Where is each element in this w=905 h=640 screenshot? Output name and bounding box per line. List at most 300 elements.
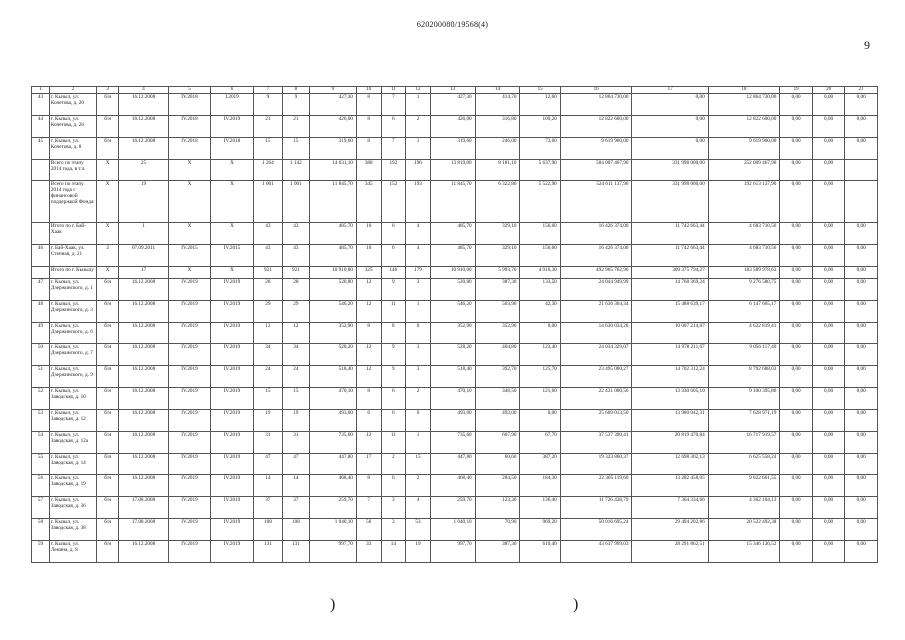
table-row [32, 475, 878, 497]
row-number-cell [32, 267, 50, 279]
value-cell-c10: 10 [356, 223, 381, 245]
value-cell-c21: 0,00 [845, 497, 878, 519]
column-number-19: 19 [780, 87, 812, 94]
table-row [32, 409, 878, 431]
value-cell-c20: 0,00 [812, 115, 844, 137]
value-cell-c21: 0,00 [845, 300, 878, 322]
value-cell-c20: 0,00 [812, 278, 844, 300]
value-cell-c14: 8 181,10 [475, 159, 520, 181]
value-cell-c21: 0,00 [845, 366, 878, 388]
value-cell-c5: IV.2019 [168, 366, 211, 388]
value-cell-c5: IV.2018 [168, 115, 211, 137]
value-cell-c5: IV.2019 [168, 519, 211, 541]
value-cell-c18: 9 276 580,75 [708, 278, 780, 300]
value-cell-c15: 0,00 [520, 409, 560, 431]
value-cell-c13: 427,30 [430, 94, 475, 116]
row-number-cell: 46 [32, 245, 50, 267]
row-number-cell: 43 [32, 94, 50, 116]
value-cell-c8: 9 [282, 94, 309, 116]
value-cell-c16: 16 426 374,00 [560, 223, 632, 245]
value-cell-c12: 193 [406, 181, 431, 223]
value-cell-c4: 16.12.2008 [119, 300, 168, 322]
value-cell-c16: 21 636 304,34 [560, 300, 632, 322]
value-cell-c8: 43 [282, 245, 309, 267]
address-cell: г. Кызыл, ул. Кочетова, д. 26 [49, 115, 96, 137]
value-cell-c17: 14 768 369,24 [632, 278, 708, 300]
value-cell-c16: 43 637 999,03 [560, 540, 632, 562]
value-cell-c19: 0,00 [780, 453, 812, 475]
address-cell: г. Кызыл, ул. Дзержинского, д. 7 [49, 344, 96, 366]
value-cell-c3: б/н [96, 431, 118, 453]
column-number-10: 10 [356, 87, 381, 94]
value-cell-c20: 0,00 [812, 519, 844, 541]
value-cell-c21: 0,00 [845, 388, 878, 410]
value-cell-c16: 22 305 119,60 [560, 475, 632, 497]
value-cell-c19: 0,00 [780, 300, 812, 322]
value-cell-c14: 503,90 [475, 300, 520, 322]
value-cell-c9: 447,80 [309, 453, 356, 475]
value-cell-c9: 319,60 [309, 137, 356, 159]
value-cell-c4: 17.08.2008 [119, 497, 168, 519]
value-cell-c5: X [168, 267, 211, 279]
value-cell-c21: 0,00 [845, 519, 878, 541]
row-number-cell: 56 [32, 475, 50, 497]
table-row [32, 431, 878, 453]
row-number-cell: 50 [32, 344, 50, 366]
column-number-7: 7 [253, 87, 282, 94]
value-cell-c7: 29 [253, 300, 282, 322]
value-cell-c8: 15 [282, 137, 309, 159]
value-cell-c20: 0,00 [812, 366, 844, 388]
address-cell: г. Кызыл, ул. Кочетова, д. 8 [49, 137, 96, 159]
value-cell-c13: 426,00 [430, 115, 475, 137]
column-number-17: 17 [632, 87, 708, 94]
value-cell-c7: 34 [253, 344, 282, 366]
value-cell-c13: 546,20 [430, 300, 475, 322]
row-number-cell: 53 [32, 409, 50, 431]
value-cell-c18: 4 362 104,13 [708, 497, 780, 519]
value-cell-c7: 9 [253, 94, 282, 116]
value-cell-c20: 0,00 [812, 409, 844, 431]
value-cell-c16: 24 044 949,99 [560, 278, 632, 300]
value-cell-c8: 28 [282, 278, 309, 300]
value-cell-c6: IV.2019 [211, 388, 254, 410]
value-cell-c6: IV.2019 [211, 409, 254, 431]
address-cell: Всего по этапу 2014 года с финансовой поддержкой Фонда: [49, 181, 96, 223]
value-cell-c19: 0,00 [780, 388, 812, 410]
row-number-cell: 45 [32, 137, 50, 159]
row-number-cell: 48 [32, 300, 50, 322]
value-cell-c6: X [211, 181, 254, 223]
value-cell-c15: 136,40 [520, 497, 560, 519]
table-row [32, 388, 878, 410]
value-cell-c14: 246,00 [475, 137, 520, 159]
value-cell-c7: 131 [253, 540, 282, 562]
value-cell-c21: 0,00 [845, 431, 878, 453]
table-row [32, 115, 878, 137]
value-cell-c18: 9 619 960,00 [708, 137, 780, 159]
value-cell-c16: 50 016 695,24 [560, 519, 632, 541]
value-cell-c12: 1 [406, 300, 431, 322]
value-cell-c18: 6 147 665,17 [708, 300, 780, 322]
value-cell-c4: 16.12.2008 [119, 409, 168, 431]
value-cell-c19: 0,00 [780, 475, 812, 497]
value-cell-c10: 56 [356, 519, 381, 541]
value-cell-c11: 14 [381, 540, 406, 562]
value-cell-c10: 12 [356, 278, 381, 300]
value-cell-c10: 12 [356, 300, 381, 322]
value-cell-c8: 37 [282, 497, 309, 519]
value-cell-c19: 0,00 [780, 540, 812, 562]
value-cell-c3: б/н [96, 344, 118, 366]
value-cell-c6: IV.2019 [211, 540, 254, 562]
value-cell-c11: 6 [381, 409, 406, 431]
value-cell-c21: 0,00 [845, 137, 878, 159]
value-cell-c16: 37 537 390,41 [560, 431, 632, 453]
value-cell-c14: 284,50 [475, 475, 520, 497]
value-cell-c15: 73,60 [520, 137, 560, 159]
value-cell-c5: IV.2019 [168, 431, 211, 453]
value-cell-c10: 8 [356, 115, 381, 137]
value-cell-c3: б/н [96, 519, 118, 541]
value-cell-c8: 34 [282, 344, 309, 366]
value-cell-c18: 9 022 661,55 [708, 475, 780, 497]
value-cell-c9: 468,40 [309, 475, 356, 497]
value-cell-c3: б/н [96, 475, 118, 497]
value-cell-c8: 21 [282, 115, 309, 137]
value-cell-c12: 4 [406, 223, 431, 245]
value-cell-c16: 12 864 730,00 [560, 94, 632, 116]
address-cell: Итого по г. Кызылу [49, 267, 96, 279]
value-cell-c18: 183 589 978,63 [708, 267, 780, 279]
value-cell-c16: 14 630 034,28 [560, 322, 632, 344]
value-cell-c12: 2 [406, 475, 431, 497]
value-cell-c3: б/н [96, 137, 118, 159]
value-cell-c11: 9 [381, 278, 406, 300]
value-cell-c4: 17 [119, 267, 168, 279]
value-cell-c5: IV.2019 [168, 322, 211, 344]
value-cell-c5: IV.2019 [168, 497, 211, 519]
value-cell-c6: IV.2019 [211, 497, 254, 519]
row-number-cell: 55 [32, 453, 50, 475]
column-number-16: 16 [560, 87, 632, 94]
value-cell-c7: 21 [253, 115, 282, 137]
value-cell-c11: 11 [381, 300, 406, 322]
column-number-15: 15 [520, 87, 560, 94]
value-cell-c10: 8 [356, 475, 381, 497]
value-cell-c6: IV.2019 [211, 322, 254, 344]
value-cell-c20: 0,00 [812, 181, 844, 223]
value-cell-c13: 735,60 [430, 431, 475, 453]
address-cell: г. Бай-Хаак, ул. Степная, д. 21 [49, 245, 96, 267]
column-number-row [32, 87, 878, 94]
value-cell-c6: IV.2019 [211, 453, 254, 475]
value-cell-c17: 309 375 794,27 [632, 267, 708, 279]
value-cell-c13: 528,20 [430, 344, 475, 366]
value-cell-c5: X [168, 223, 211, 245]
value-cell-c8: 29 [282, 300, 309, 322]
value-cell-c11: 3 [381, 519, 406, 541]
value-cell-c19: 0,00 [780, 497, 812, 519]
value-cell-c12: 53 [406, 519, 431, 541]
value-cell-c19: 0,00 [780, 181, 812, 223]
value-cell-c9: 11 845,70 [309, 181, 356, 223]
value-cell-c10: 388 [356, 159, 381, 181]
value-cell-c19: 0,00 [780, 223, 812, 245]
value-cell-c14: 123,30 [475, 497, 520, 519]
value-cell-c21: 0,00 [845, 94, 878, 116]
value-cell-c7: 37 [253, 497, 282, 519]
value-cell-c14: 329,10 [475, 223, 520, 245]
value-cell-c17: 0,00 [632, 115, 708, 137]
value-cell-c18: 192 613 137,90 [708, 181, 780, 223]
value-cell-c12: 15 [406, 453, 431, 475]
value-cell-c9: 470,10 [309, 388, 356, 410]
value-cell-c7: 921 [253, 267, 282, 279]
value-cell-c4: 16.12.2008 [119, 540, 168, 562]
value-cell-c8: 15 [282, 388, 309, 410]
value-cell-c19: 0,00 [780, 94, 812, 116]
value-cell-c9: 1 040,10 [309, 519, 356, 541]
value-cell-c18: 4 683 710,56 [708, 245, 780, 267]
value-cell-c8: 24 [282, 366, 309, 388]
table-row [32, 497, 878, 519]
value-cell-c13: 447,80 [430, 453, 475, 475]
value-cell-c9: 528,20 [309, 344, 356, 366]
address-cell: г. Кызыл, ул. Дзержинского, д. 3 [49, 300, 96, 322]
value-cell-c10: 325 [356, 267, 381, 279]
row-number-cell [32, 159, 50, 181]
value-cell-c11: 7 [381, 94, 406, 116]
value-cell-c7: 12 [253, 322, 282, 344]
value-cell-c13: 468,40 [430, 475, 475, 497]
value-cell-c17: 13 282 458,05 [632, 475, 708, 497]
value-cell-c4: 16.12.2008 [119, 453, 168, 475]
footer-mark-right: ) [573, 596, 579, 613]
value-cell-c14: 329,10 [475, 245, 520, 267]
value-cell-c9: 997,70 [309, 540, 356, 562]
value-cell-c21: 0,00 [845, 278, 878, 300]
value-cell-c10: 33 [356, 540, 381, 562]
value-cell-c19: 0,00 [780, 344, 812, 366]
value-cell-c3: б/н [96, 278, 118, 300]
value-cell-c4: 16.12.2008 [119, 94, 168, 116]
value-cell-c4: 16.12.2008 [119, 388, 168, 410]
value-cell-c12: 4 [406, 497, 431, 519]
table-body [32, 87, 878, 563]
value-cell-c11: 2 [381, 453, 406, 475]
value-cell-c5: IV.2018 [168, 94, 211, 116]
value-cell-c17: 14 702 312,24 [632, 366, 708, 388]
value-cell-c3: X [96, 181, 118, 223]
value-cell-c4: 16.12.2008 [119, 431, 168, 453]
row-number-cell: 54 [32, 431, 50, 453]
value-cell-c3: б/н [96, 366, 118, 388]
value-cell-c10: 8 [356, 137, 381, 159]
value-cell-c3: 2 [96, 245, 118, 267]
value-cell-c18: 9 100 395,86 [708, 388, 780, 410]
value-cell-c16: 19 323 860,37 [560, 453, 632, 475]
value-cell-c13: 997,70 [430, 540, 475, 562]
address-cell: г. Кызыл, ул. Дзержинского, д. 9 [49, 366, 96, 388]
value-cell-c16: 11 726 438,79 [560, 497, 632, 519]
value-cell-c16: 16 426 374,00 [560, 245, 632, 267]
value-cell-c15: 133,50 [520, 278, 560, 300]
table-row [32, 278, 878, 300]
value-cell-c6: IV.2019 [211, 519, 254, 541]
value-cell-c17: 7 364 334,66 [632, 497, 708, 519]
column-number-8: 8 [282, 87, 309, 94]
value-cell-c17: 13 980 042,31 [632, 409, 708, 431]
value-cell-c10: 10 [356, 245, 381, 267]
value-cell-c8: 131 [282, 540, 309, 562]
row-number-cell: 44 [32, 115, 50, 137]
value-cell-c5: X [168, 159, 211, 181]
address-cell: г. Кызыл, ул. Заводская, д. 12 [49, 409, 96, 431]
value-cell-c16: 9 619 960,00 [560, 137, 632, 159]
value-cell-c3: X [96, 223, 118, 245]
value-cell-c10: 17 [356, 453, 381, 475]
value-cell-c13: 493,00 [430, 409, 475, 431]
value-cell-c9: 485,70 [309, 245, 356, 267]
value-cell-c3: б/н [96, 453, 118, 475]
column-number-14: 14 [475, 87, 520, 94]
value-cell-c15: 5 522,90 [520, 181, 560, 223]
value-cell-c19: 0,00 [780, 245, 812, 267]
value-cell-c5: IV.2019 [168, 388, 211, 410]
value-cell-c9: 493,00 [309, 409, 356, 431]
value-cell-c11: 3 [381, 497, 406, 519]
address-cell: г. Кызыл, ул. Ленина, д. 8 [49, 540, 96, 562]
value-cell-c6: IV.2015 [211, 245, 254, 267]
value-cell-c6: IV.2019 [211, 278, 254, 300]
value-cell-c7: 19 [253, 409, 282, 431]
column-number-11: 11 [381, 87, 406, 94]
address-cell: г. Кызыл, ул. Кочетова, д. 20 [49, 94, 96, 116]
value-cell-c3: б/н [96, 94, 118, 116]
value-cell-c16: 24 034 329,07 [560, 344, 632, 366]
row-number-cell: 51 [32, 366, 50, 388]
address-cell: г. Кызыл, ул. Заводская, д. 19 [49, 475, 96, 497]
value-cell-c13: 520,80 [430, 278, 475, 300]
value-cell-c18: 12 822 600,00 [708, 115, 780, 137]
value-cell-c11: 6 [381, 223, 406, 245]
value-cell-c4: 16.12.2008 [119, 475, 168, 497]
value-cell-c14: 70,90 [475, 519, 520, 541]
value-cell-c20: 0,00 [812, 497, 844, 519]
address-cell: Всего по этапу 2014 года, в т.ч. [49, 159, 96, 181]
value-cell-c11: 6 [381, 115, 406, 137]
value-cell-c21: 0,00 [845, 453, 878, 475]
address-cell: г. Кызыл, ул. Заводская, д. 38 [49, 519, 96, 541]
value-cell-c21: 0,00 [845, 344, 878, 366]
value-cell-c16: 584 007 467,90 [560, 159, 632, 181]
housing-program-table [31, 86, 878, 563]
value-cell-c11: 152 [381, 181, 406, 223]
value-cell-c16: 12 822 600,00 [560, 115, 632, 137]
value-cell-c14: 352,90 [475, 322, 520, 344]
value-cell-c19: 0,00 [780, 278, 812, 300]
row-number-cell: 49 [32, 322, 50, 344]
row-number-cell: 52 [32, 388, 50, 410]
row-number-cell: 57 [32, 497, 50, 519]
value-cell-c9: 352,90 [309, 322, 356, 344]
value-cell-c15: 109,20 [520, 115, 560, 137]
value-cell-c7: 43 [253, 245, 282, 267]
value-cell-c7: 1 001 [253, 181, 282, 223]
value-cell-c10: 345 [356, 181, 381, 223]
value-cell-c10: 12 [356, 366, 381, 388]
value-cell-c4: 16.12.2008 [119, 115, 168, 137]
value-cell-c17: 11 742 663,44 [632, 223, 708, 245]
value-cell-c6: X [211, 159, 254, 181]
value-cell-c18: 252 009 467,90 [708, 159, 780, 181]
column-number-5: 5 [168, 87, 211, 94]
value-cell-c7: 28 [253, 278, 282, 300]
value-cell-c20: 0,00 [812, 453, 844, 475]
value-cell-c19: 0,00 [780, 519, 812, 541]
value-cell-c13: 1 040,10 [430, 519, 475, 541]
value-cell-c15: 125,70 [520, 366, 560, 388]
value-cell-c19: 0,00 [780, 409, 812, 431]
value-cell-c19: 0,00 [780, 322, 812, 344]
value-cell-c20: 0,00 [812, 431, 844, 453]
value-cell-c3: X [96, 267, 118, 279]
table-row [32, 366, 878, 388]
table-row [32, 344, 878, 366]
value-cell-c8: 14 [282, 475, 309, 497]
value-cell-c20: 0,00 [812, 344, 844, 366]
value-cell-c11: 9 [381, 344, 406, 366]
value-cell-c13: 518,40 [430, 366, 475, 388]
value-cell-c10: 8 [356, 322, 381, 344]
value-cell-c15: 67,70 [520, 431, 560, 453]
value-cell-c6: X [211, 267, 254, 279]
value-cell-c3: б/н [96, 322, 118, 344]
value-cell-c21: 0,00 [845, 245, 878, 267]
value-cell-c9: 520,80 [309, 278, 356, 300]
value-cell-c14: 387,30 [475, 540, 520, 562]
value-cell-c21: 0,00 [845, 115, 878, 137]
value-cell-c5: IV.2018 [168, 137, 211, 159]
table-row [32, 223, 878, 245]
value-cell-c5: IV.2019 [168, 278, 211, 300]
value-cell-c11: 6 [381, 475, 406, 497]
value-cell-c8: 47 [282, 453, 309, 475]
value-cell-c17: 12 698 302,13 [632, 453, 708, 475]
value-cell-c19: 0,00 [780, 137, 812, 159]
value-cell-c3: X [96, 159, 118, 181]
value-cell-c12: 179 [406, 267, 431, 279]
table-row [32, 159, 878, 181]
value-cell-c9: 485,70 [309, 223, 356, 245]
value-cell-c17: 11 742 663,44 [632, 245, 708, 267]
value-cell-c10: 12 [356, 344, 381, 366]
value-cell-c5: X [168, 181, 211, 223]
value-cell-c18: 16 717 919,57 [708, 431, 780, 453]
value-cell-c8: 108 [282, 519, 309, 541]
value-cell-c7: 15 [253, 137, 282, 159]
value-cell-c10: 12 [356, 431, 381, 453]
value-cell-c12: 1 [406, 94, 431, 116]
value-cell-c4: 25 [119, 159, 168, 181]
value-cell-c20: 0,00 [812, 540, 844, 562]
value-cell-c14: 387,30 [475, 278, 520, 300]
value-cell-c8: 1 001 [282, 181, 309, 223]
value-cell-c19: 0,00 [780, 159, 812, 181]
value-cell-c8: 1 142 [282, 159, 309, 181]
value-cell-c8: 12 [282, 322, 309, 344]
